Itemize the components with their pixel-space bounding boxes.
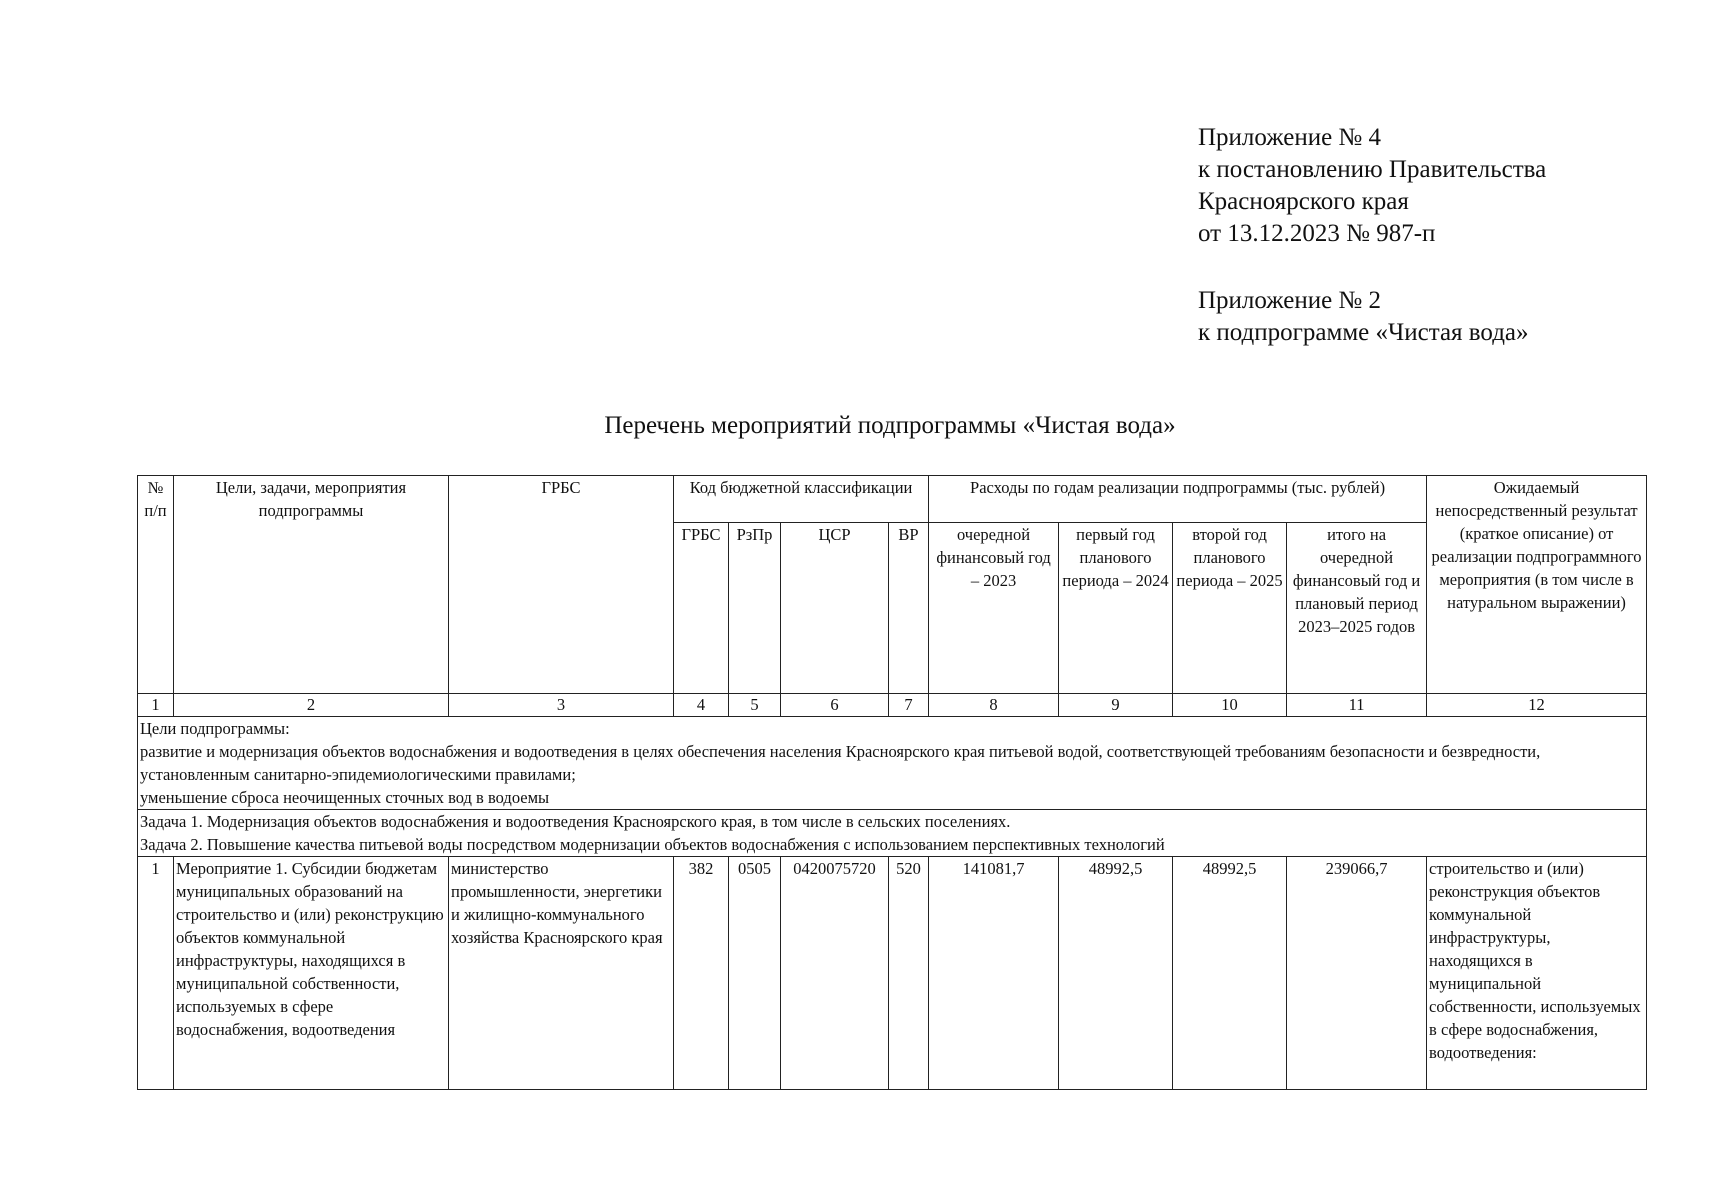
col-header-csr: ЦСР bbox=[781, 523, 889, 694]
csr-cell: 0420075720 bbox=[781, 857, 889, 1090]
col-header-2023: очередной финансовый год – 2023 bbox=[929, 523, 1059, 694]
appendix-4-header bbox=[1198, 122, 1546, 250]
column-number: 11 bbox=[1287, 694, 1427, 717]
goal-1: развитие и модернизация объектов водоснабжения и водоотведения в целях обеспечения населения Красноярского края питьевой водой, соответствующей требованиям безопасности и безвредности, установленным санитарно-эпидемиологическими правилами; bbox=[140, 742, 1541, 784]
column-number: 1 bbox=[138, 694, 174, 717]
col-header-expected-result: Ожидаемый непосредственный результат (краткое описание) от реализации подпрограммного мероприятия (в том числе в натуральном выражении) bbox=[1427, 476, 1647, 694]
col-header-no: № п/п bbox=[138, 476, 174, 694]
expected-result-cell: строительство и (или) реконструкция объектов коммунальной инфраструктуры, находящихся в муниципальной собственности, используемых в сфере водоснабжения, водоотведения: bbox=[1427, 857, 1647, 1090]
column-number: 8 bbox=[929, 694, 1059, 717]
document-title: Перечень мероприятий подпрограммы «Чистая вода» bbox=[604, 412, 1176, 439]
amount-2023-cell: 141081,7 bbox=[929, 857, 1059, 1090]
appendix-2-line: Приложение № 2 bbox=[1198, 287, 1382, 314]
amount-2024-cell: 48992,5 bbox=[1059, 857, 1173, 1090]
appendix-4-line: Красноярского края bbox=[1198, 188, 1409, 215]
vr-cell: 520 bbox=[889, 857, 929, 1090]
column-number: 5 bbox=[729, 694, 781, 717]
col-header-vr: ВР bbox=[889, 523, 929, 694]
tasks-cell bbox=[138, 810, 1647, 857]
task-1: Задача 1. Модернизация объектов водоснабжения и водоотведения Красноярского края, в том числе в сельских поселениях. bbox=[140, 812, 1011, 831]
column-number: 4 bbox=[674, 694, 729, 717]
task-2: Задача 2. Повышение качества питьевой воды посредством модернизации объектов водоснабжения с использованием перспективных технологий bbox=[140, 835, 1165, 854]
column-number-row bbox=[138, 694, 1647, 717]
appendix-4-line: к постановлению Правительства bbox=[1198, 156, 1547, 183]
header-row bbox=[138, 476, 1647, 523]
col-header-2025: второй год планового периода – 2025 bbox=[1173, 523, 1287, 694]
appendix-4-line: Приложение № 4 bbox=[1198, 124, 1382, 151]
activities-table bbox=[137, 475, 1647, 1090]
goals-label: Цели подпрограммы: bbox=[140, 719, 290, 738]
column-number: 7 bbox=[889, 694, 929, 717]
rzpr-cell: 0505 bbox=[729, 857, 781, 1090]
column-number: 9 bbox=[1059, 694, 1173, 717]
amount-2025-cell: 48992,5 bbox=[1173, 857, 1287, 1090]
amount-total-cell: 239066,7 bbox=[1287, 857, 1427, 1090]
col-header-grbs-code: ГРБС bbox=[674, 523, 729, 694]
goals-row bbox=[138, 717, 1647, 810]
col-header-budget-code: Код бюджетной классификации bbox=[674, 476, 929, 523]
col-header-goals: Цели, задачи, мероприятия подпрограммы bbox=[174, 476, 449, 694]
grbs-name-cell: министерство промышленности, энергетики и жилищно-коммунального хозяйства Красноярского края bbox=[449, 857, 674, 1090]
table-row bbox=[138, 857, 1647, 1090]
grbs-code-cell: 382 bbox=[674, 857, 729, 1090]
col-header-expenses: Расходы по годам реализации подпрограммы (тыс. рублей) bbox=[929, 476, 1427, 523]
column-number: 10 bbox=[1173, 694, 1287, 717]
column-number: 6 bbox=[781, 694, 889, 717]
col-header-rzpr: РзПр bbox=[729, 523, 781, 694]
column-number: 2 bbox=[174, 694, 449, 717]
column-number: 3 bbox=[449, 694, 674, 717]
appendix-2-line: к подпрограмме «Чистая вода» bbox=[1198, 319, 1529, 346]
column-number: 12 bbox=[1427, 694, 1647, 717]
col-header-total: итого на очередной финансовый год и плановый период 2023–2025 годов bbox=[1287, 523, 1427, 694]
col-header-2024: первый год планового периода – 2024 bbox=[1059, 523, 1173, 694]
activity-cell: Мероприятие 1. Субсидии бюджетам муниципальных образований на строительство и (или) реконструкцию объектов коммунальной инфраструктуры, находящихся в муниципальной собственности, используемых в сфере водоснабжения, водоотведения bbox=[174, 857, 449, 1090]
col-header-grbs: ГРБС bbox=[449, 476, 674, 694]
goals-cell bbox=[138, 717, 1647, 810]
tasks-row bbox=[138, 810, 1647, 857]
goal-2: уменьшение сброса неочищенных сточных вод в водоемы bbox=[140, 788, 550, 807]
row-number: 1 bbox=[138, 857, 174, 1090]
appendix-4-line: от 13.12.2023 № 987-п bbox=[1198, 220, 1436, 247]
appendix-2-header bbox=[1198, 285, 1529, 349]
